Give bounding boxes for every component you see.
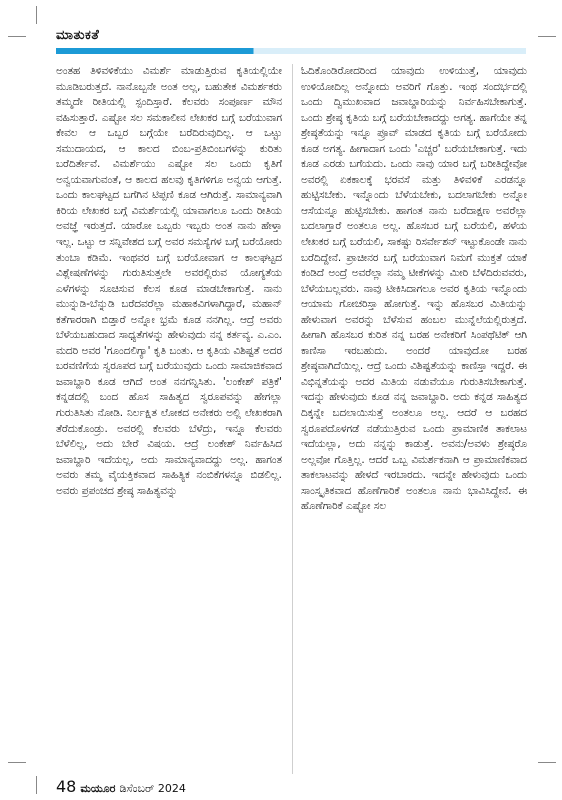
page-footer [56, 777, 186, 797]
crop-mark [36, 776, 37, 794]
article-column-right: ಓದಿಕೊಂಡಿರೋದರಿಂದ ಯಾವುದು ಉಳಿಯುತ್ತೆ, ಯಾವುದು ಉಳಿಯೋದಿಲ್ಲ ಅನ್ನೋದು ಅವರಿಗೆ ಗೊತ್ತು. ಇಂಥ ಸಂದರ್ಭದಲ್ಲಿ ಒಂದು ದ್ವಿಮುಖವಾದ ಜವಾಬ್ದಾರಿಯನ್ನು ನಿರ್ವಹಿಸಬೇಕಾಗುತ್ತೆ. ಒಂದು ಶ್ರೇಷ್ಠ ಕೃತಿಯ ಬಗ್ಗೆ ಬರೆಯಬೇಕಾದದ್ದು ಅಗತ್ಯ. ಹಾಗೆಯೇ ತನ್ನ ಶ್ರೇಷ್ಠತೆಯನ್ನು ಇನ್ನೂ ಪ್ರೂವ್ ಮಾಡದ ಕೃತಿಯ ಬಗ್ಗೆ ಬರೆಯೋದು ಕೂಡ ಅಗತ್ಯ. ಹೀಗಾದಾಗ ಒಂದು 'ಎಚ್ಚರ' ಬರೆಯಬೇಕಾಗುತ್ತೆ. ಇದು ಕೂಡ ಎರಡು ಬಗೆಯದು. ಒಂದು ನಾವು ಯಾರ ಬಗ್ಗೆ ಬರೀತಿದ್ದೇವೋ ಅವರಲ್ಲಿ ಏಕಕಾಲಕ್ಕೆ ಭರವಸೆ ಮತ್ತು ತಿಳಿವಳಿಕೆ ಎರಡನ್ನೂ ಹುಟ್ಟಿಸಬೇಕು. ಇನ್ನೊಂದು ಬೆಳೆಯಬೇಕು, ಬದಲಾಗಬೇಕು ಅನ್ನೋ ಆಸೆಯನ್ನೂ ಹುಟ್ಟಿಸಬೇಕು. ಹಾಗಂತ ನಾನು ಬರೆದಾಕ್ಷಣ ಅವರೆಲ್ಲಾ ಬದಲಾಗ್ತಾರೆ ಅಂತಲೂ ಅಲ್ಲ. ಹೊಸಬರ ಬಗ್ಗೆ ಬರೆಯಲಿ, ಹಳೆಯ ಲೇಖಕರ ಬಗ್ಗೆ ಬರೆಯಲಿ, ಸಾಕಷ್ಟು ರಿಸರ್ವೇಶನ್ ಇಟ್ಟುಕೊಂಡೇ ನಾನು ಬರೆದಿದ್ದೇನೆ. ಪ್ರಾಚೀನರ ಬಗ್ಗೆ ಬರೆಯುವಾಗ ನಿಮಗೆ ಮುಕ್ತತೆ ಯಾಕೆ ಕಂಡಿದೆ ಅಂದ್ರೆ ಅವರೆಲ್ಲಾ ನಮ್ಮ ಟೀಕೆಗಳನ್ನು ಮೀರಿ ಬೆಳೆದಿರುವವರು, ಬೆಳೆಯಬಲ್ಲವರು. ನಾವು ಟೀಕಿಸಿದಾಗಲೂ ಅವರ ಕೃತಿಯ ಇನ್ನೊಂದು ಆಯಾಮ ಗೋಚರಿಸ್ತಾ ಹೋಗುತ್ತೆ. ಇನ್ನು ಹೊಸಬರ ಮಿತಿಯನ್ನು ಹೇಳುವಾಗ ಅವರನ್ನು ಬೆಳೆಸುವ ಹಂಬಲ ಮುನ್ನೆಲೆಯಲ್ಲಿರುತ್ತದೆ. ಹೀಗಾಗಿ ಹೊಸಬರ ಕುರಿತ ನನ್ನ ಬರಹ ಅನೇಕರಿಗೆ ಸಿಂಪಥೆಟಿಕ್ ಆಗಿ ಕಾಣಿಸಾ ಇರಬಹುದು. ಅಂದರೆ ಯಾವುದೋ ಬರಹ ಶ್ರೇಷ್ಠವಾಗಿದೆಯಿಲ್ಲ. ಆದ್ರೆ ಒಂದು ವಿಶಿಷ್ಟತೆಯನ್ನು ಕಾಣಿಸ್ತಾ ಇದ್ದರೆ. ಈ ವಿಭಿನ್ನತೆಯನ್ನು ಅದರ ಮಿತಿಯ ನಡುವೆಯೂ ಗುರುತಿಸಬೇಕಾಗುತ್ತೆ. ಇದನ್ನು ಹೇಳುವುದು ಕೂಡ ನನ್ನ ಜವಾಬ್ದಾರಿ. ಅದು ಕನ್ನಡ ಸಾಹಿತ್ಯದ ದಿಕ್ಕನ್ನೇ ಬದಲಾಯಿಸುತ್ತೆ ಅಂತಲೂ ಅಲ್ಲ. ಆದರೆ ಆ ಬರಹದ ಸ್ವರೂಪದೊಳಗಡೆ ನಡೆಯುತ್ತಿರುವ ಒಂದು ಪ್ರಾಮಾಣಿಕ ತಾಕಲಾಟ ಇದೆಯಲ್ಲಾ, ಅದು ನನ್ನನ್ನು ಕಾಡುತ್ತೆ. ಅವನು/ಅವಳು ಶ್ರೇಷ್ಠರೊ ಅಲ್ಲವೋ ಗೊತ್ತಿಲ್ಲ. ಆದರೆ ಒಬ್ಬ ವಿಮರ್ಶಕನಾಗಿ ಆ ಪ್ರಾಮಾಣಿಕವಾದ ತಾಕಲಾಟವನ್ನು ಹೇಳದೆ ಇರಬಾರದು. ಇದನ್ನೇ ಹೇಳುವುದು ಒಂದು ಸಾಂಸ್ಕೃತಿಕವಾದ ಹೊಣೆಗಾರಿಕೆ ಅಂತಲೂ ನಾನು ಭಾವಿಸಿದ್ದೇನೆ. ಈ ಹೊಣೆಗಾರಿಕೆ ಎಷ್ಟೋ ಸಲ [301, 65, 527, 513]
section-header [56, 28, 526, 60]
crop-mark [8, 36, 26, 37]
crop-mark [36, 6, 37, 24]
crop-mark [538, 762, 556, 763]
crop-mark [8, 762, 26, 763]
issue-date: ಡಿಸೆಂಬರ್ 2024 [119, 782, 186, 795]
article-column-left: ಅಂತಹ ತಿಳಿವಳಿಕೆಯು ವಿಮರ್ಶೆ ಮಾಡುತ್ತಿರುವ ಕೃತಿಯಲ್ಲಿಯೇ ಮೂಡಿಬರುತ್ತದೆ. ನಾನೊಬ್ಬನೇ ಅಂತ ಅಲ್ಲ, ಬಹುತೇಕ ವಿಮರ್ಶಕರು ತಮ್ಮದೇ ರೀತಿಯಲ್ಲಿ ಸ್ಪಂದಿಸ್ತಾರೆ. ಕೆಲವರು ಸಂಪೂರ್ಣ ಮೌನ ವಹಿಸುತ್ತಾರೆ. ಎಷ್ಟೋ ಸಲ ಸಮಕಾಲೀನ ಲೇಖಕರ ಬಗ್ಗೆ ಬರೆಯುವಾಗ ಕೇವಲ ಆ ಒಬ್ಬರ ಬಗ್ಗೆಯೇ ಬರೆದಿರುವುದಿಲ್ಲ. ಆ ಒಟ್ಟು ಸಮುದಾಯದ, ಆ ಕಾಲದ ಬಿಂಬ-ಪ್ರತಿಬಿಂಬಗಳನ್ನು ಕುರಿತು ಬರೆದಿರ್ತೇವೆ. ವಿಮರ್ಶೆಯು ಎಷ್ಟೋ ಸಲ ಒಂದು ಕೃತಿಗೆ ಅನ್ವಯವಾಗುವಂತೆ, ಆ ಕಾಲದ ಹಲವು ಕೃತಿಗಳಿಗೂ ಅನ್ವಯ ಆಗುತ್ತೆ. ಒಂದು ಕಾಲಘಟ್ಟದ ಬಗೆಗಿನ ಟಿಪ್ಪಣಿ ಕೂಡ ಆಗಿರುತ್ತೆ. ಸಾಮಾನ್ಯವಾಗಿ ಕಿರಿಯ ಲೇಖಕರ ಬಗ್ಗೆ ವಿಮರ್ಶೆಯಲ್ಲಿ ಯಾವಾಗಲೂ ಒಂದು ರೀತಿಯ ಅವಜ್ಞೆ ಇರುತ್ತದೆ. ಯಾರೋ ಒಬ್ಬರು ಇಬ್ಬರು ಅಂತ ನಾನು ಹೇಳ್ತಾ ಇಲ್ಲ. ಒಟ್ಟು ಆ ಸನ್ನಿವೇಶದ ಬಗ್ಗೆ ಅವರ ಸಮಸ್ಯೆಗಳ ಬಗ್ಗೆ ಬರೆಯೋರು ತುಂಬಾ ಕಡಿಮೆ. ಇಂಥವರ ಬಗ್ಗೆ ಬರೆಯೋವಾಗ ಆ ಕಾಲಘಟ್ಟದ ವಿಶ್ಲೇಷಣೆಗಳನ್ನು ಗುರುತಿಸುತ್ತಲೇ ಅವರಲ್ಲಿರುವ ಯೋಗ್ಯತೆಯ ಎಳೆಗಳನ್ನು ಸೂಚಿಸುವ ಕೆಲಸ ಕೂಡ ಮಾಡಬೇಕಾಗುತ್ತೆ. ನಾನು ಮುನ್ನುಡಿ-ಬೆನ್ನುಡಿ ಬರೆದವರೆಲ್ಲಾ ಮಹಾಕವಿಗಳಾಗಿದ್ದಾರೆ, ಮಹಾನ್ ಕತೆಗಾರರಾಗಿ ಬಿಡ್ತಾರೆ ಅನ್ನೋ ಭ್ರಮೆ ಕೂಡ ನನಗಿಲ್ಲ. ಆದ್ರೆ ಅವರು ಬೆಳೆಯಬಹುದಾದ ಸಾಧ್ಯತೆಗಳನ್ನು ಹೇಳುವುದು ನನ್ನ ಕರ್ತವ್ಯ. ಎ.ಎಂ. ಮದರಿ ಅವರ 'ಗೂಂದಲಿಗ್ಯಾ' ಕೃತಿ ಬಂತು. ಆ ಕೃತಿಯ ವಿಶಿಷ್ಟತೆ ಅದರ ಬರವಣಿಗೆಯ ಸ್ವರೂಪದ ಬಗ್ಗೆ ಬರೆಯುವುದು ಒಂದು ಸಾಮಾಜಿಕವಾದ ಜವಾಬ್ದಾರಿ ಕೂಡ ಆಗಿದೆ ಅಂತ ನನಗನ್ನಿಸಿತು. 'ಲಂಕೇಶ್ ಪತ್ರಿಕೆ' ಕನ್ನಡದಲ್ಲಿ ಬಂದ ಹೊಸ ಸಾಹಿತ್ಯದ ಸ್ವರೂಪವನ್ನು ಹೇಗಲ್ಲಾ ಗುರುತಿಸಿತು ನೋಡಿ. ನಿರ್ಲಕ್ಷಿತ ಲೋಕದ ಅನೇಕರು ಅಲ್ಲಿ ಲೇಖಕರಾಗಿ ತೆರೆದುಕೊಂಡ್ರು. ಅವರಲ್ಲಿ ಕೆಲವರು ಬೆಳೆದ್ರು, ಇನ್ನೂ ಕೆಲವರು ಬೆಳೆಲಿಲ್ಲ, ಅದು ಬೇರೆ ವಿಷಯ. ಆದ್ರೆ ಲಂಕೇಶ್ ನಿರ್ವಹಿಸಿದ ಜವಾಬ್ದಾರಿ ಇದೆಯಲ್ಲ, ಅದು ಸಾಮಾನ್ಯವಾದದ್ದು ಅಲ್ಲ. ಹಾಗಂತ ಅವರು ತಮ್ಮ ವೈಯಕ್ತಿಕವಾದ ಸಾಹಿತ್ಯಿಕ ನಂಬಿಕೆಗಳನ್ನೂ ಬಿಡಲಿಲ್ಲ. ಅವರು ಪ್ರಪಂಚದ ಶ್ರೇಷ್ಠ ಸಾಹಿತ್ಯವನ್ನು [56, 65, 282, 497]
section-title: ಮಾತುಕತೆ [56, 28, 107, 43]
header-rule [56, 48, 526, 54]
page-number: 48 [56, 777, 77, 796]
column-divider [292, 64, 293, 774]
magazine-name: ಮಯೂರ [80, 782, 116, 795]
crop-mark [538, 36, 556, 37]
article-body [56, 64, 530, 774]
